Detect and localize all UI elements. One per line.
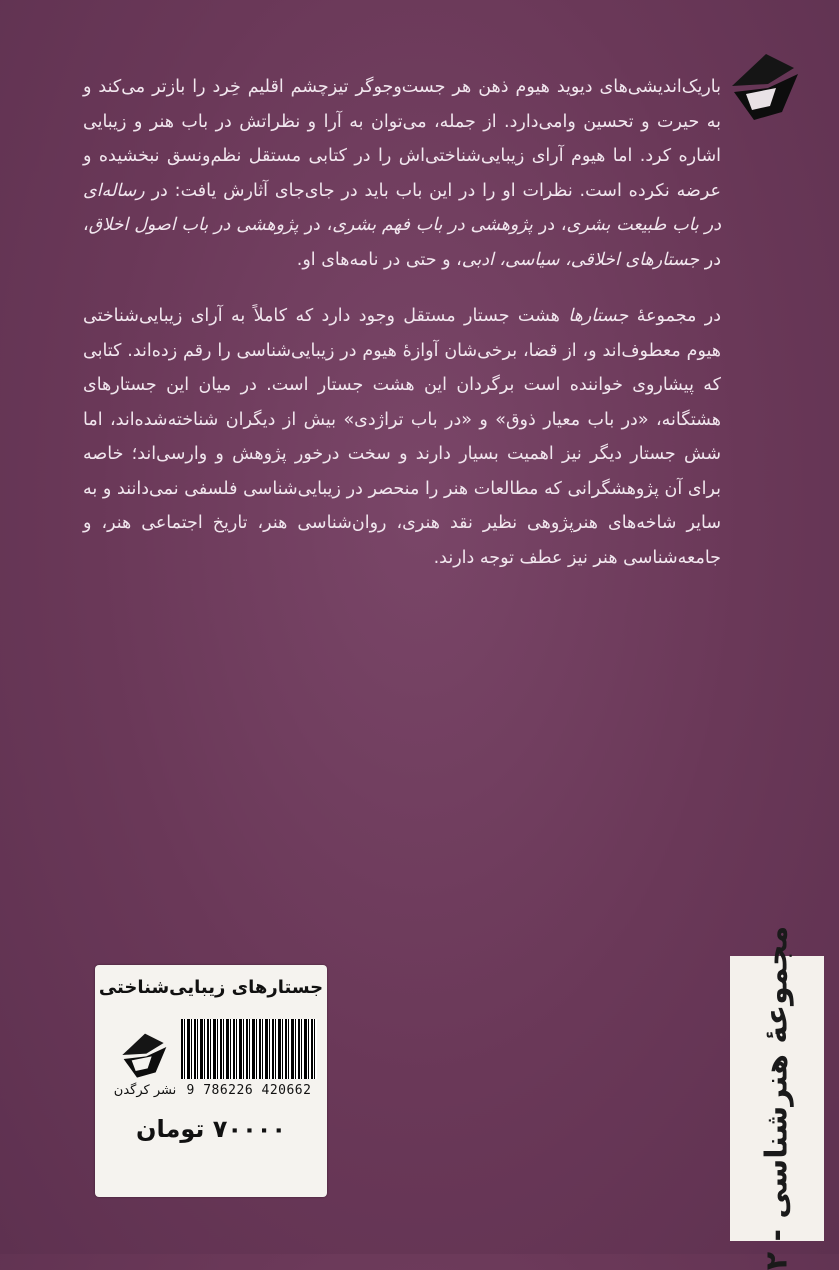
sticker-logo-icon: [117, 1027, 173, 1083]
blurb-text-run: هشت جستار مستقل وجود دارد که کاملاً به آرای زیبایی‌شناختی هیوم معطوف‌اند و، از قضا، برخی‌شان آوازهٔ هیوم در زیبایی‌شناسی را رقم زده‌اند. کتابی که پیشاروی خواننده است برگردان این هشت جستار است. در میان این جستارهای هشتگانه، «در باب معیار ذوق» و «در باب تراژدی» بیش از دیگران شناخته‌شده‌اند، اما شش جستار دیگر نیز اهمیت بسیار دارند و سخت درخور پژوهش و وارسی‌اند؛ خاصه برای آن پژوهشگرانی که مطالعات هنر را منحصر در زیبایی‌شناسی فلسفی نمی‌دانند و به سایر شاخه‌های هنرپژوهی نظیر نقد هنری، روان‌شناسی هنر، تاریخ اجتماعی هنر، و جامعه‌شناسی هنر نیز عطف توجه دارند.: [83, 306, 721, 568]
blurb-text-run: ، در: [532, 215, 567, 235]
book-title-italic: جستارهای اخلاقی، سیاسی، ادبی: [461, 249, 700, 270]
blurb-text-run: ، در: [298, 215, 333, 235]
series-spine-label: [730, 925, 824, 1270]
barcode: [181, 1019, 317, 1079]
blurb-text-run: باریک‌اندیشی‌های دیوید هیوم ذهن هر جست‌وجوگر تیزچشم اقلیم خِرد را بازتر می‌کند و به حیرت و تحسین وامی‌دارد. از جمله، می‌توان به آرا و نظراتش در باب هنر و زیبایی اشاره کرد. اما هیوم آرای زیبایی‌شناختی‌اش را در کتابی مستقل نظم‌ونسق نبخشیده و عرضه نکرده است. نظرات او را در این باب باید در جای‌جای آثارش یافت: در: [83, 77, 721, 201]
blurb-text-run: ، و حتی در نامه‌های او.: [296, 249, 462, 270]
sticker-book-title: جستارهای زیبایی‌شناختی: [98, 977, 324, 998]
publisher-name: نشر کرگدن: [113, 1083, 177, 1098]
book-title-italic: پژوهشی در باب فهم بشری: [332, 215, 533, 235]
price-label: ۷۰۰۰۰ تومان: [135, 1115, 287, 1143]
blurb-text-run: در مجموعهٔ: [628, 306, 722, 326]
publisher-logo-icon: [724, 44, 808, 128]
price-sticker: [95, 965, 327, 1197]
book-title-italic: جستارها: [568, 306, 629, 326]
blurb-paragraph-1: [83, 70, 721, 277]
isbn-number: 9 786226 420662: [186, 1083, 312, 1098]
back-cover-blurb: [83, 70, 721, 597]
blurb-text-run: ، در: [83, 215, 721, 270]
book-title-italic: پژوهشی در باب اصول اخلاق: [88, 215, 299, 235]
book-title-italic: رساله‌ای در باب طبیعت بشری: [83, 180, 721, 235]
series-label: مجموعهٔ هنرشناسی - ۲: [759, 925, 795, 1270]
blurb-paragraph-2: [83, 299, 721, 575]
